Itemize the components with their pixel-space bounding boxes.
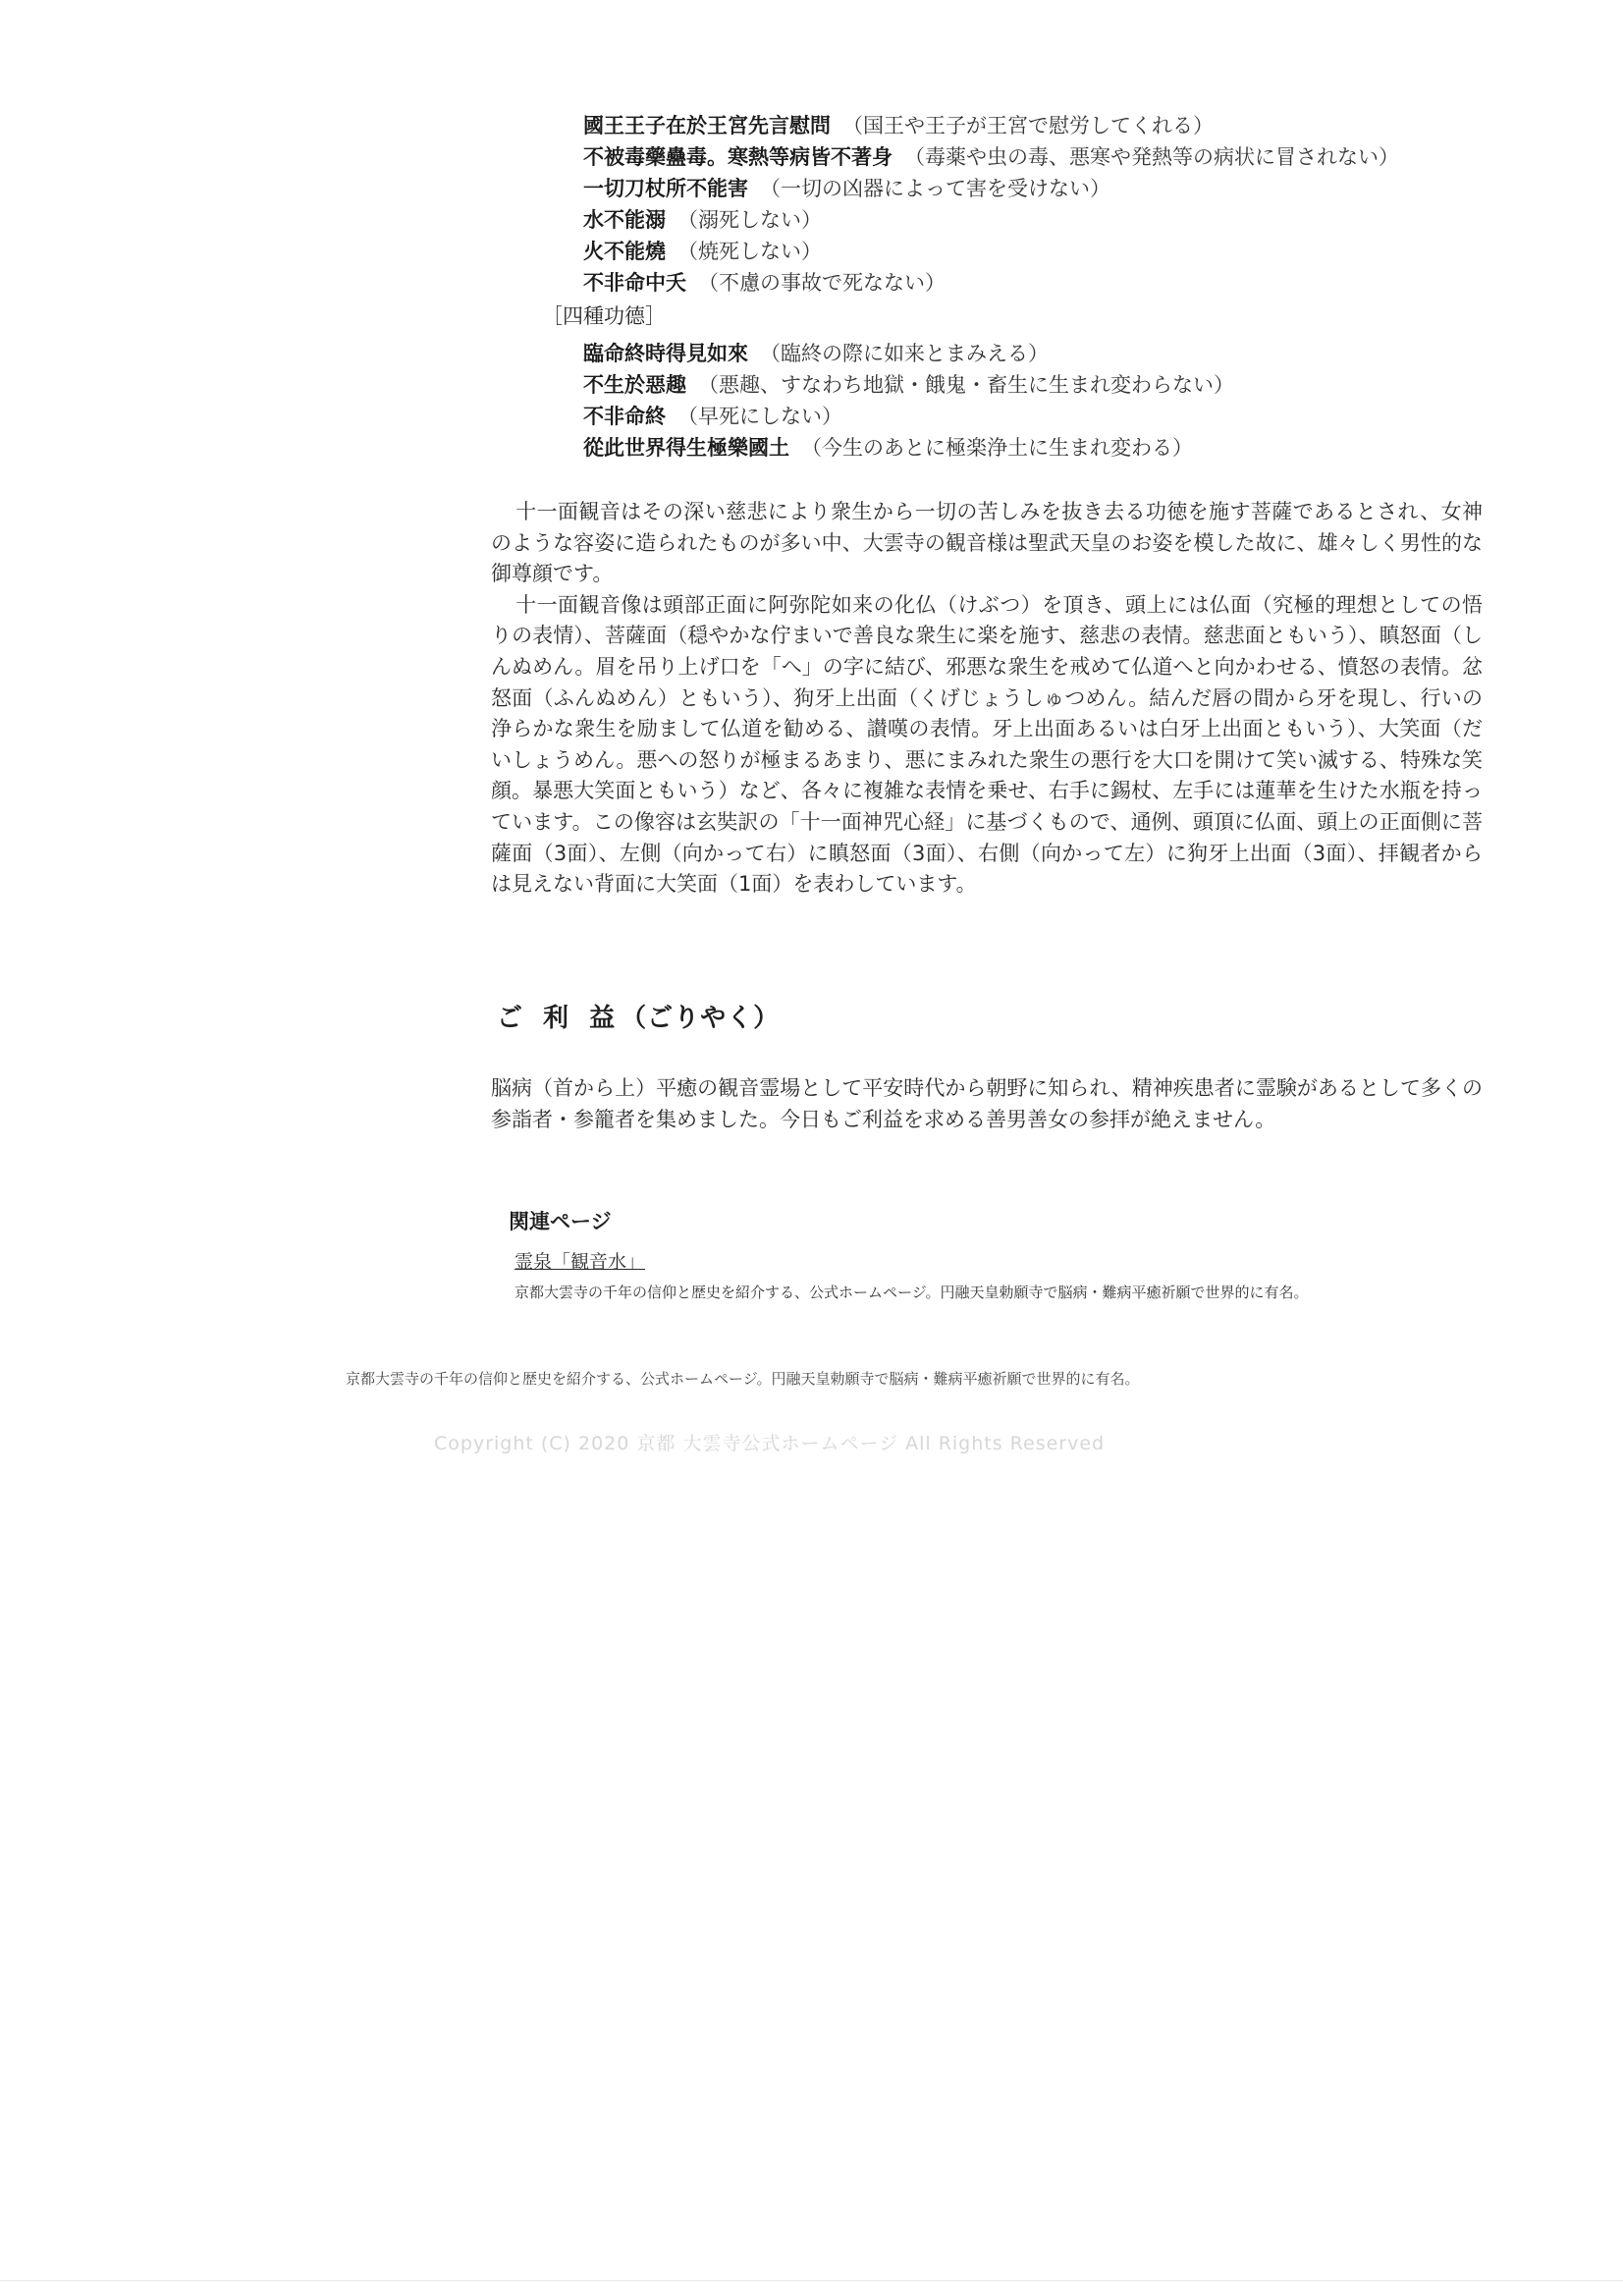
- benefit-term: 水不能溺: [583, 208, 666, 232]
- benefit-list-part1: [583, 110, 1526, 299]
- benefit-term: 不非命中夭: [583, 271, 686, 295]
- goriyaku-heading-reading: （ごりやく）: [621, 1004, 781, 1033]
- benefit-gloss: （早死にしない）: [677, 405, 842, 428]
- benefit-list-part2: [583, 338, 1526, 464]
- benefit-item: [583, 338, 1526, 369]
- benefit-term: 國王王子在於王宮先言慰問: [583, 114, 831, 137]
- benefit-item: [583, 369, 1526, 401]
- benefit-term: 一切刀杖所不能害: [583, 177, 748, 200]
- benefit-item: [583, 173, 1526, 204]
- benefit-gloss: （国王や王子が王宮で慰労してくれる）: [842, 114, 1214, 137]
- related-pages-heading: 関連ページ: [509, 1210, 612, 1233]
- benefit-gloss: （悪趣、すなわち地獄・餓鬼・畜生に生まれ変わらない）: [698, 373, 1234, 397]
- intro-paragraph: 十一面観音はその深い慈悲により衆生から一切の苦しみを抜き去る功徳を施す菩薩であるとされ、女神のような容姿に造られたものが多い中、大雲寺の観音様は聖武天皇のお姿を模した故に、雄々しく男性的な御尊顔です。: [491, 500, 1483, 586]
- intro-paragraph: 十一面観音像は頭部正面に阿弥陀如来の化仏（けぶつ）を頂き、頭上には仏面（究極的理想としての悟りの表情）、菩薩面（穏やかな佇まいで善良な衆生に楽を施す、慈悲の表情。慈悲面ともいう）、瞋怒面（しんぬめん。眉を吊り上げ口を「へ」の字に結び、邪悪な衆生を戒めて仏道へと向かわせる、憤怒の表情。忿怒面（ふんぬめん）ともいう）、狗牙上出面（くげじょうしゅつめん。結んだ唇の間から牙を現し、行いの浄らかな衆生を励まして仏道を勧める、讃嘆の表情。牙上出面あるいは白牙上出面ともいう）、大笑面（だいしょうめん。悪への怒りが極まるあまり、悪にまみれた衆生の悪行を大口を開けて笑い滅する、特殊な笑顔。暴悪大笑面ともいう）など、各々に複雑な表情を乗せ、右手に錫杖、左手には蓮華を生けた水瓶を持っています。この像容は玄奘訳の「十一面神咒心経」に基づくもので、通例、頭頂に仏面、頭上の正面側に菩薩面（3面）、左側（向かって右）に瞋怒面（3面）、右側（向かって左）に狗牙上出面（3面）、拝観者からは見えない背面に大笑面（1面）を表わしています。: [491, 592, 1483, 897]
- benefit-gloss: （不慮の事故で死なない）: [698, 271, 946, 295]
- benefit-item: [583, 267, 1526, 299]
- related-link-kannon-water[interactable]: 霊泉「観音水」: [514, 1251, 646, 1273]
- benefit-item: [583, 432, 1526, 464]
- benefit-gloss: （一切の凶器によって害を受けない）: [760, 177, 1110, 200]
- benefit-term: 火不能燒: [583, 240, 666, 263]
- benefit-item: [583, 401, 1526, 432]
- benefit-item: [583, 236, 1526, 267]
- benefit-item: [583, 110, 1526, 141]
- benefit-gloss: （焼死しない）: [677, 240, 822, 263]
- benefit-gloss: （溺死しない）: [677, 208, 822, 232]
- benefit-term: 從此世界得生極樂國土: [583, 436, 789, 460]
- footer-description: 京都大雲寺の千年の信仰と歴史を紹介する、公式ホームページ。円融天皇勅願寺で脳病・難病平癒祈願で世界的に有名。: [346, 1370, 1140, 1388]
- benefit-term: 臨命終時得見如來: [583, 342, 748, 365]
- benefit-gloss: （今生のあとに極楽浄土に生まれ変わる）: [801, 436, 1193, 460]
- four-virtues-label: ［四種功德］: [542, 304, 666, 328]
- benefit-item: [583, 204, 1526, 236]
- benefit-gloss: （毒薬や虫の毒、悪寒や発熱等の病状に冒されない）: [904, 145, 1399, 169]
- benefit-term: 不生於惡趣: [583, 373, 686, 397]
- page-bottom-divider: [0, 2280, 1623, 2281]
- related-link-description: 京都大雲寺の千年の信仰と歴史を紹介する、公式ホームページ。円融天皇勅願寺で脳病・難病平癒祈願で世界的に有名。: [514, 1284, 1309, 1301]
- kannon-description: [491, 497, 1483, 901]
- goriyaku-text-block: [491, 1073, 1483, 1135]
- goriyaku-heading-text: ご 利 益: [497, 1004, 622, 1033]
- copyright-notice: Copyright (C) 2020 京都 大雲寺公式ホームページ All Rights Reserved: [434, 1433, 1106, 1454]
- goriyaku-heading: [497, 998, 780, 1034]
- benefit-item: [583, 141, 1526, 173]
- benefit-term: 不被毒藥蠱毒。寒熱等病皆不著身: [583, 145, 893, 169]
- benefit-term: 不非命終: [583, 405, 666, 428]
- benefit-gloss: （臨終の際に如来とまみえる）: [760, 342, 1049, 365]
- goriyaku-text: 脳病（首から上）平癒の観音霊場として平安時代から朝野に知られ、精神疾患者に霊験があるとして多くの参詣者・参籠者を集めました。今日もご利益を求める善男善女の参拝が絶えません。: [491, 1076, 1483, 1131]
